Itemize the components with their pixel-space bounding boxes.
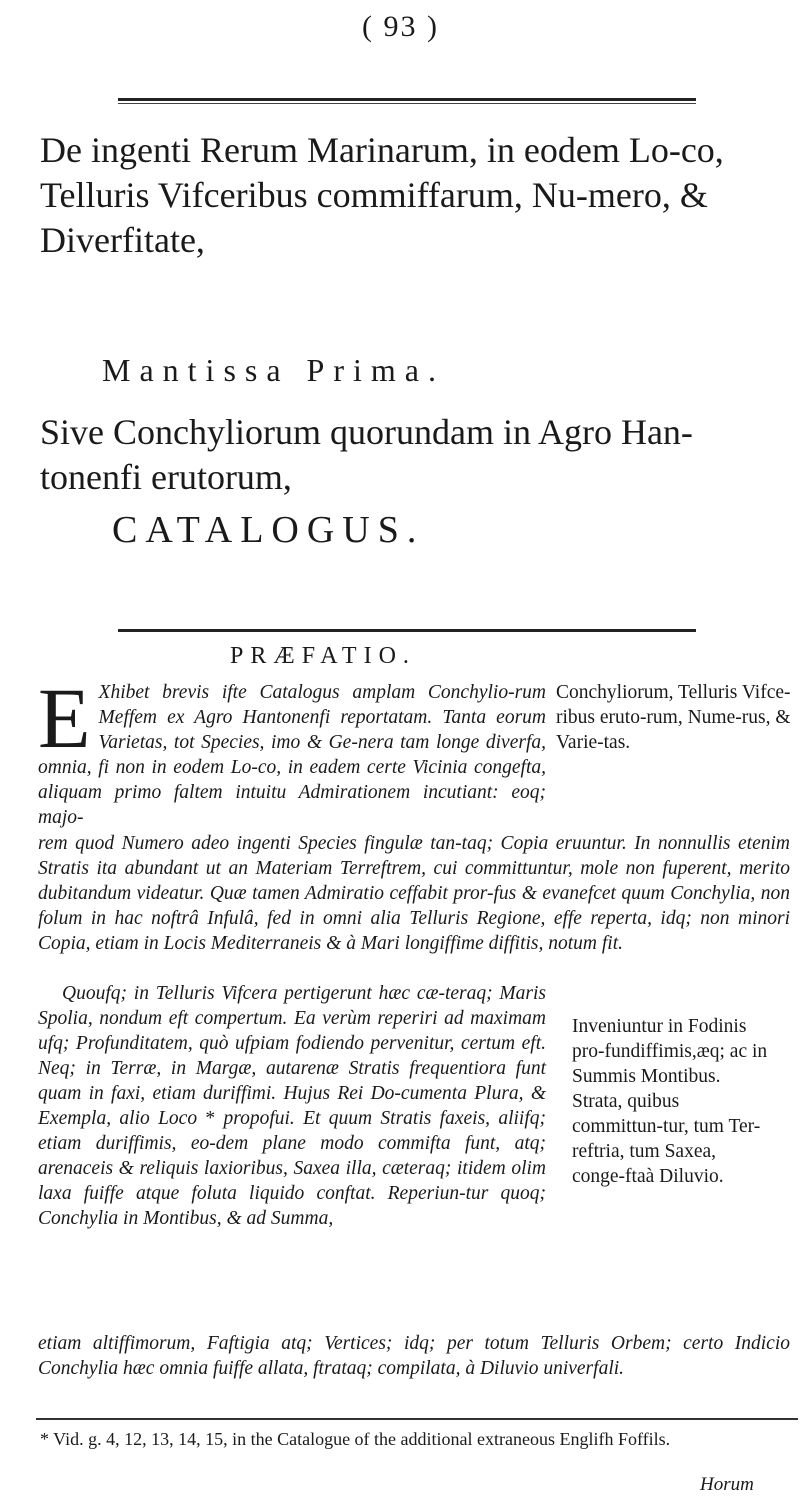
preface-paragraph-2-end: etiam altiffimorum, Faftigia atq; Vertices; idq; per totum Telluris Orbem; certo Indicio Conchylia hæc omnia fuiffe allata, ftrataq; compilata, à Diluvio univerfali. xyxy=(38,1333,790,1379)
catchword: Horum xyxy=(700,1474,754,1495)
margin-note-conchyliorum: Conchyliorum, Telluris Vifce-ribus eruto-rum, Nume-rus, & Varie-tas. xyxy=(556,682,791,753)
preface-paragraph-1-continued: rem quod Numero adeo ingenti Species fingulæ tan-taq; Copia eruuntur. In nonnullis etenim Stratis ita abundant ut an Materiam Terreftrem, cui committuntur, mole non fuperent, merito dubitandum videatur. Quæ tamen Admiratio ceffabit pror-fus & evanefcet quum Conchylia, non folum in hac noftrâ Infulâ, fed in omni alia Telluris Regione, effe reperta, idq; non minori Copia, etiam in Locis Mediterraneis & à Mari longiffime diffitis, notum fit. xyxy=(38,833,790,954)
margin-note-inveniuntur: Inveniuntur in Fodinis pro-fundiffimis,æq; ac in Summis Montibus. Strata, quibus committun-tur, tum Ter-reftria, tum Saxea, conge-ftaà Diluvio. xyxy=(572,1016,768,1187)
preface-paragraph-1-text: Xhibet brevis ifte Catalogus amplam Conchylio-rum Meffem ex Agro Hantonenfi reportatam. Tanta eorum Varietas, tot Species, imo & Ge-nera tam longe diverfa, omnia, fi non in eodem Lo-co, in eadem certe Vicinia congefta, aliquam primo faltem intuitu Admirationem incutiant: eoq; majo- xyxy=(38,682,546,828)
preface-paragraph-2-continued: propofui. Et quum Stratis faxeis, aliifq; etiam duriffimis, eo-dem plane modo commifta funt, atq; arenaceis & reliquis laxioribus, Saxea illa, cæteraq; itidem olim laxa fuiffe atque foluta liquido conftat. Reperiun-tur quoq; Conchylia in Montibus, & ad Summa, xyxy=(38,1108,547,1229)
top-rule xyxy=(118,98,696,104)
footnote: * Vid. g. 4, 12, 13, 14, 15, in the Catalogue of the additional extraneous Englifh Foffils. xyxy=(40,1429,671,1449)
preface-paragraph-2 xyxy=(38,981,546,1231)
footnote-reference-mark: * xyxy=(205,1108,216,1129)
catalogue-heading: CATALOGUS. xyxy=(112,509,425,551)
subtitle: Sive Conchyliorum quorundam in Agro Han-tonenfi erutorum, xyxy=(40,412,693,497)
page-number: ( 93 ) xyxy=(362,10,439,43)
preface-paragraph-1 xyxy=(38,670,546,830)
section-rule xyxy=(118,629,696,632)
preface-heading: PRÆFATIO. xyxy=(230,643,416,669)
footnote-rule xyxy=(36,1418,798,1420)
drop-cap: E xyxy=(38,670,91,766)
preface-paragraph-2-text: Quoufq; in Telluris Vifcera pertigerunt hæc cæ-teraq; Maris Spolia, nondum eft compertum. Ea verùm reperiri ad maximam ufq; Profunditatem, quò ufpiam fodiendo pervenitur, certum eft. Neq; in Terræ, in Margæ, autarenæ Stratis frequentiora funt quam in faxi, etiam duriffimi. Hujus Rei Do-cumenta Plura, & Exempla, alio Loco xyxy=(38,983,546,1129)
chapter-title: De ingenti Rerum Marinarum, in eodem Lo-co, Telluris Vifceribus commiffarum, Nu-mero, & Diverfitate, xyxy=(40,130,724,260)
mantissa-heading: Mantissa Prima. xyxy=(102,352,445,388)
